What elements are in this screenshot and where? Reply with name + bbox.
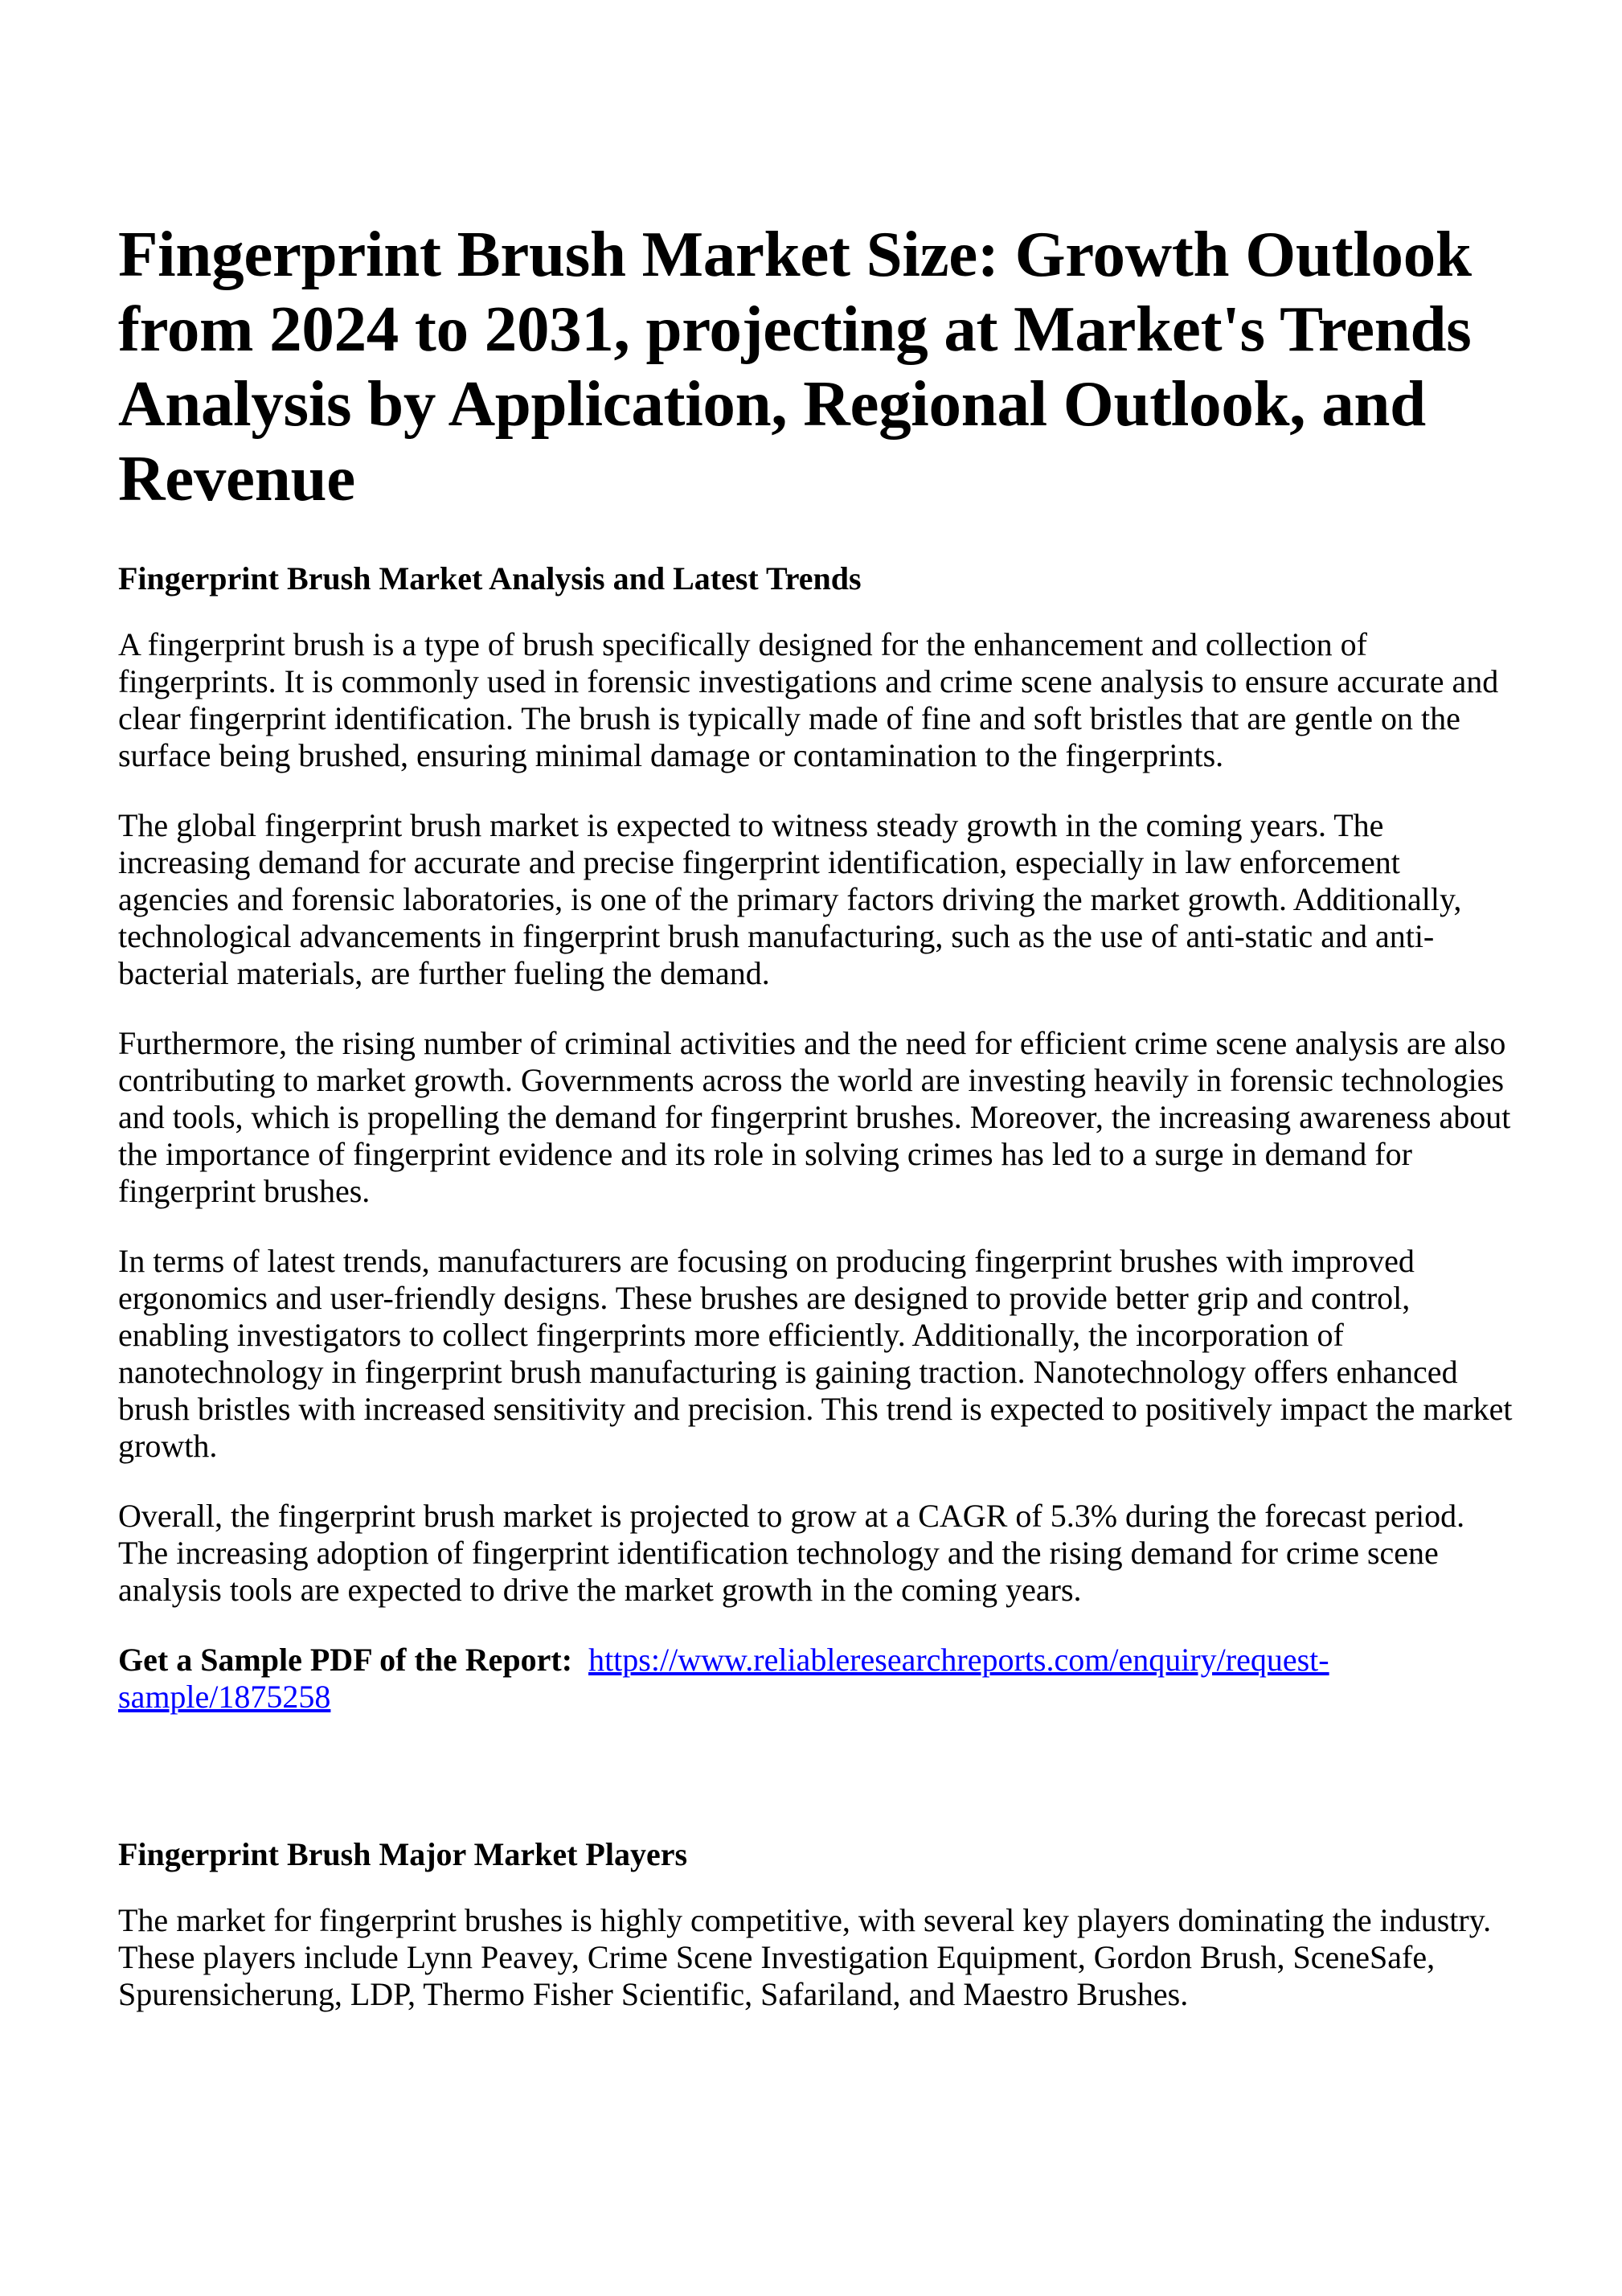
- paragraph-drivers: Furthermore, the rising number of criminal activities and the need for efficient crime scene analysis are also contributing to market growth. Governments across the world are investing heavily in forensic technologies and tools, which is propelling the demand for fingerprint brushes. Moreover, the increasing awareness about the importance of fingerprint evidence and its role in solving crimes has led to a surge in demand for fingerprint brushes.: [118, 1025, 1511, 1209]
- paragraph-market-growth: The global fingerprint brush market is expected to witness steady growth in the coming years. The increasing demand for accurate and precise fingerprint identification, especially in law enforcement agencies and forensic laboratories, is one of the primary factors driving the market growth. Additionally, technological advancements in fingerprint brush manufacturing, such as the use of anti-static and anti-bacterial materials, are further fueling the demand.: [118, 807, 1462, 991]
- section-heading-analysis-trends: Fingerprint Brush Market Analysis and Latest Trends: [118, 560, 862, 597]
- sample-pdf-line: [118, 1642, 1513, 1716]
- document-page: [118, 217, 1513, 2046]
- sample-pdf-label: Get a Sample PDF of the Report:: [118, 1642, 589, 1678]
- paragraph-definition: A fingerprint brush is a type of brush specifically designed for the enhancement and collection of fingerprints. It is commonly used in forensic investigations and crime scene analysis to ensure accurate and clear fingerprint identification. The brush is typically made of fine and soft bristles that are gentle on the surface being brushed, ensuring minimal damage or contamination to the fingerprints.: [118, 626, 1499, 773]
- document-title: Fingerprint Brush Market Size: Growth Outlook from 2024 to 2031, projecting at Market's Trends Analysis by Application, Regional Outlook, and Revenue: [118, 218, 1472, 515]
- paragraph-cagr-outlook: Overall, the fingerprint brush market is projected to grow at a CAGR of 5.3% during the forecast period. The increasing adoption of fingerprint identification technology and the rising demand for crime scene analysis tools are expected to drive the market growth in the coming years.: [118, 1498, 1465, 1608]
- section-heading-market-players: Fingerprint Brush Major Market Players: [118, 1836, 688, 1872]
- paragraph-latest-trends: In terms of latest trends, manufacturers are focusing on producing fingerprint brushes with improved ergonomics and user-friendly designs. These brushes are designed to provide better grip and control, enabling investigators to collect fingerprints more efficiently. Additionally, the incorporation of nanotechnology in fingerprint brush manufacturing is gaining traction. Nanotechnology offers enhanced brush bristles with increased sensitivity and precision. This trend is expected to positively impact the market growth.: [118, 1243, 1513, 1464]
- sample-pdf-link[interactable]: https://www.reliableresearchreports.com/enquiry/request-sample/1875258: [118, 1642, 1329, 1715]
- paragraph-market-players: The market for fingerprint brushes is highly competitive, with several key players dominating the industry. These players include Lynn Peavey, Crime Scene Investigation Equipment, Gordon Brush, SceneSafe, Spurensicherung, LDP, Thermo Fisher Scientific, Safariland, and Maestro Brushes.: [118, 1902, 1492, 2012]
